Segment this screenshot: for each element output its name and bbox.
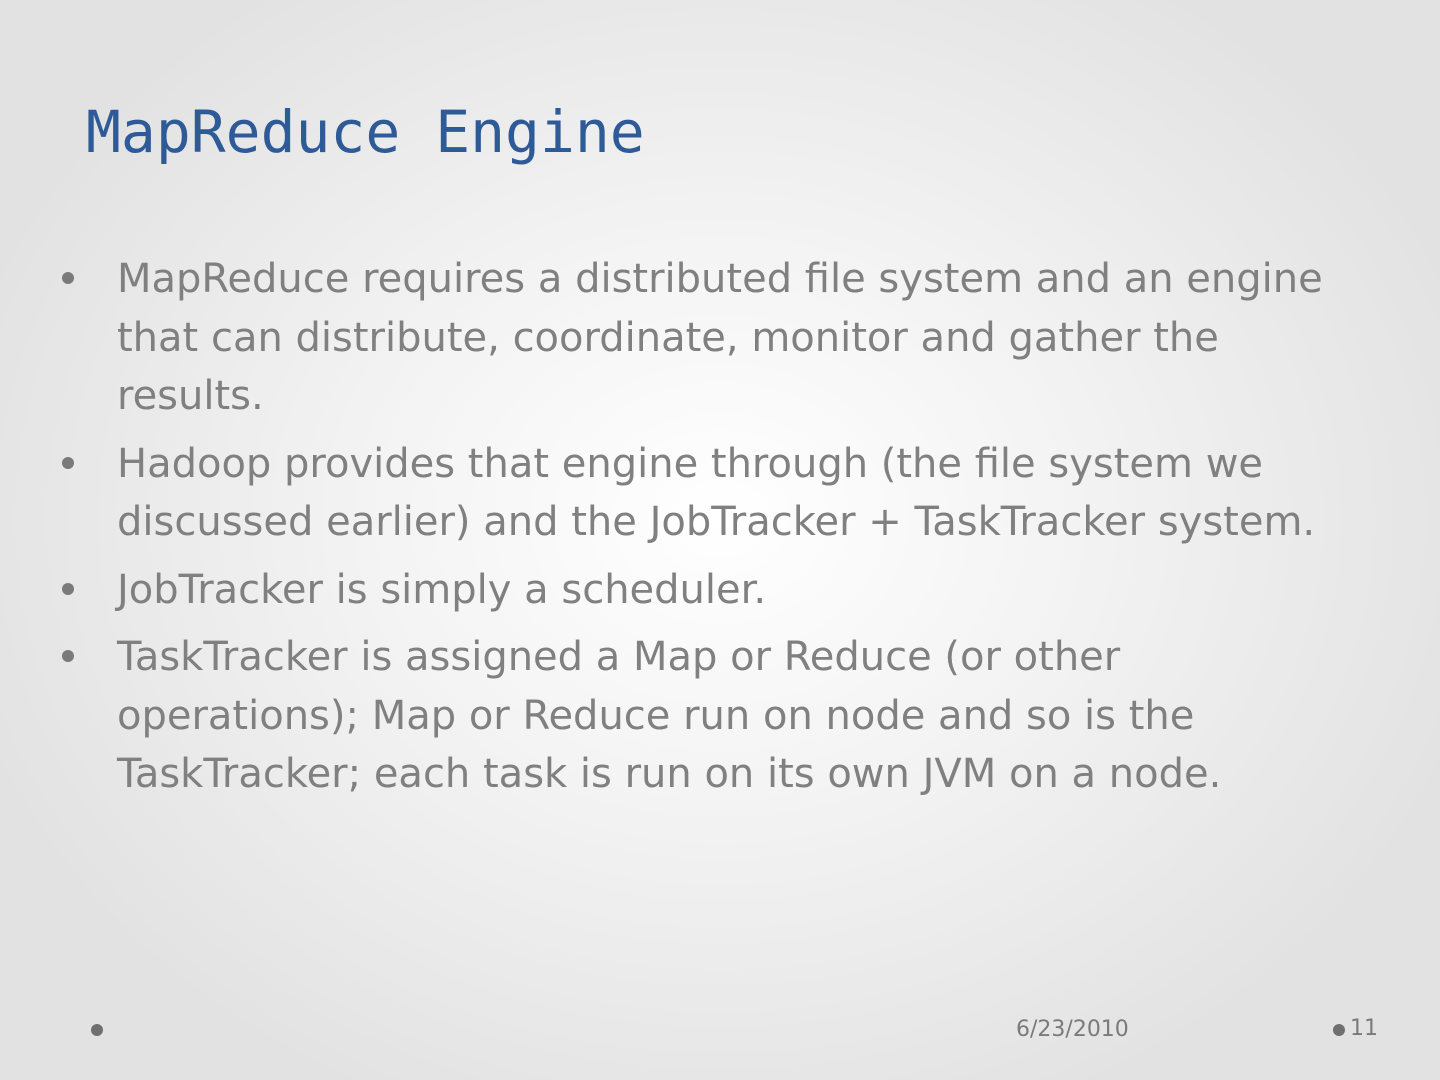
footer-page-number: 11 bbox=[1350, 1016, 1378, 1041]
footer-left-dot-icon bbox=[91, 1024, 103, 1036]
bullet-list bbox=[60, 250, 1360, 813]
bullet-item bbox=[60, 435, 1360, 552]
footer-right-dot-icon bbox=[1333, 1024, 1345, 1036]
bullet-text: TaskTracker is assigned a Map or Reduce (or other operations); Map or Reduce run on node and so is the TaskTracker; each task is run on its own JVM on a node. bbox=[117, 634, 1222, 797]
slide-title: MapReduce Engine bbox=[86, 98, 645, 166]
bullet-item bbox=[60, 628, 1360, 804]
bullet-text: MapReduce requires a distributed file system and an engine that can distribute, coordinate, monitor and gather the results. bbox=[117, 256, 1323, 419]
bullet-text: JobTracker is simply a scheduler. bbox=[117, 566, 767, 613]
bullet-dot-icon bbox=[62, 457, 74, 469]
footer-date: 6/23/2010 bbox=[1016, 1017, 1129, 1042]
bullet-dot-icon bbox=[62, 583, 74, 595]
bullet-dot-icon bbox=[62, 272, 74, 284]
bullet-text: Hadoop provides that engine through (the file system we discussed earlier) and the JobTracker + TaskTracker system. bbox=[117, 440, 1316, 545]
bullet-item bbox=[60, 561, 1360, 620]
bullet-item bbox=[60, 250, 1360, 426]
bullet-dot-icon bbox=[62, 650, 74, 662]
